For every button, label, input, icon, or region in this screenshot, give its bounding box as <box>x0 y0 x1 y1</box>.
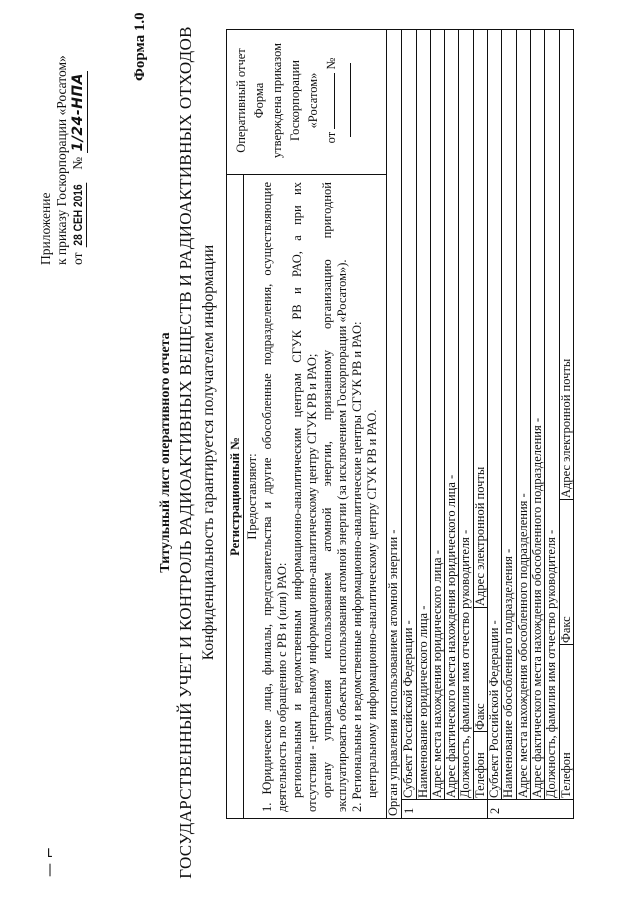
phone-label: Телефон <box>558 752 573 798</box>
report-type-cell <box>231 28 355 173</box>
paragraph-2-cont: центральному информационно-аналитическому центру СГУК РВ и РАО. <box>365 409 379 798</box>
paragraph-1-cont: деятельность по обращению с РВ и (или) РАО: <box>275 562 289 812</box>
annex-title: Приложение <box>38 192 53 265</box>
divider <box>227 174 386 175</box>
table-row <box>430 30 444 800</box>
paragraph-regional-cont: отсутствии - центральному информационно-аналитическому центру СГУК РВ и РАО; <box>305 353 319 812</box>
field-label: Наименование юридического лица - <box>415 605 430 798</box>
annex-date: 28 СЕН 2016 <box>71 183 86 246</box>
field-label: Должность, фамилия имя отчество руководителя - <box>544 529 559 798</box>
annex-date-number: от28 СЕН 2016 № 1/24-НПА <box>70 73 87 265</box>
paragraph-1: 1. Юридические лица, филиалы, представительства и другие обособленные подразделения, осуществляющие <box>260 182 274 812</box>
email-label: Адрес электронной почты <box>558 358 573 498</box>
corporation-word: Госкорпорации <box>288 60 302 141</box>
fax-label: Факс <box>472 703 487 730</box>
email-label: Адрес электронной почты <box>472 466 487 606</box>
form-number: Форма 1.0 <box>132 12 148 81</box>
header-table <box>226 29 387 819</box>
field-label: Должность, фамилия имя отчество руководителя - <box>458 529 473 798</box>
table-row <box>559 30 573 800</box>
table-row <box>516 30 530 800</box>
table-row <box>544 30 558 800</box>
form-word: Форма <box>252 82 266 119</box>
table-row <box>473 30 487 800</box>
field-label: Субъект Российской Федерации - <box>401 620 416 798</box>
report-type: Оперативный отчет <box>234 48 248 153</box>
paragraph-authority: органу управления использованием атомной энергии, признанному организацию пригодной <box>320 182 334 798</box>
annex-order-ref: к приказу Госкорпорации «Росатом» <box>54 55 70 265</box>
phone-label: Телефон <box>472 752 487 798</box>
fax-label: Факс <box>558 616 573 643</box>
annex-block <box>38 55 88 265</box>
provided-label: Предоставляют: <box>245 453 259 540</box>
paragraph-2: 2. Региональные и ведомственные информационно-аналитические центры СГУК РВ и РАО: <box>350 321 364 812</box>
field-label: Адрес фактического места нахождения обособленного подразделения - <box>529 418 544 798</box>
table-row <box>530 30 544 800</box>
field-label: Адрес фактического места нахождения юридического лица - <box>444 474 459 798</box>
margin-mark: — ⌐ <box>42 846 58 877</box>
field-label: Субъект Российской Федерации - <box>487 620 502 798</box>
authority-label: Орган управления использованием атомной энергии - <box>386 529 400 816</box>
field-label: Адрес места нахождения обособленного подразделения - <box>515 493 530 798</box>
divider <box>401 799 573 800</box>
title-line-2: ГОСУДАРСТВЕННЫЙ УЧЕТ И КОНТРОЛЬ РАДИОАКТИВНЫХ ВЕЩЕСТВ И РАДИОАКТИВНЫХ ОТХОДОВ <box>176 26 195 879</box>
table-row <box>401 30 415 818</box>
blank-field[interactable] <box>334 73 335 129</box>
title-line-1: Титульный лист оперативного отчета <box>158 332 173 573</box>
confidentiality-note: Конфиденциальность гарантируется получателем информации <box>200 244 217 661</box>
approved-by: утверждена приказом <box>270 42 284 159</box>
rosatom-word: «Росатом» <box>306 72 320 129</box>
paragraph-authority-cont: эксплуатировать объекты использования атомной энергии (за исключением Госкорпорации «Росатом»). <box>335 259 349 812</box>
section-index: 1 <box>402 807 417 814</box>
table-row <box>487 30 501 818</box>
registration-number-label: Регистрационный № <box>228 437 242 556</box>
table-row <box>501 30 515 800</box>
table-row <box>458 30 472 800</box>
table-row <box>444 30 458 800</box>
section-index: 2 <box>488 807 503 814</box>
table-row <box>387 30 401 818</box>
approval-date-number: от № <box>324 57 338 144</box>
annex-number-handwritten: 1/24-НПА <box>70 73 87 152</box>
table-row <box>416 30 430 800</box>
paragraph-regional: региональным и ведомственным информационно-аналитическим центрам СГУК РВ и РАО, а при их <box>290 182 304 798</box>
organization-table <box>387 29 574 819</box>
field-label: Наименование обособленного подразделения - <box>501 548 516 798</box>
divider <box>243 175 244 818</box>
field-label: Адрес места нахождения юридического лица - <box>429 550 444 798</box>
blank-field[interactable] <box>350 64 351 138</box>
